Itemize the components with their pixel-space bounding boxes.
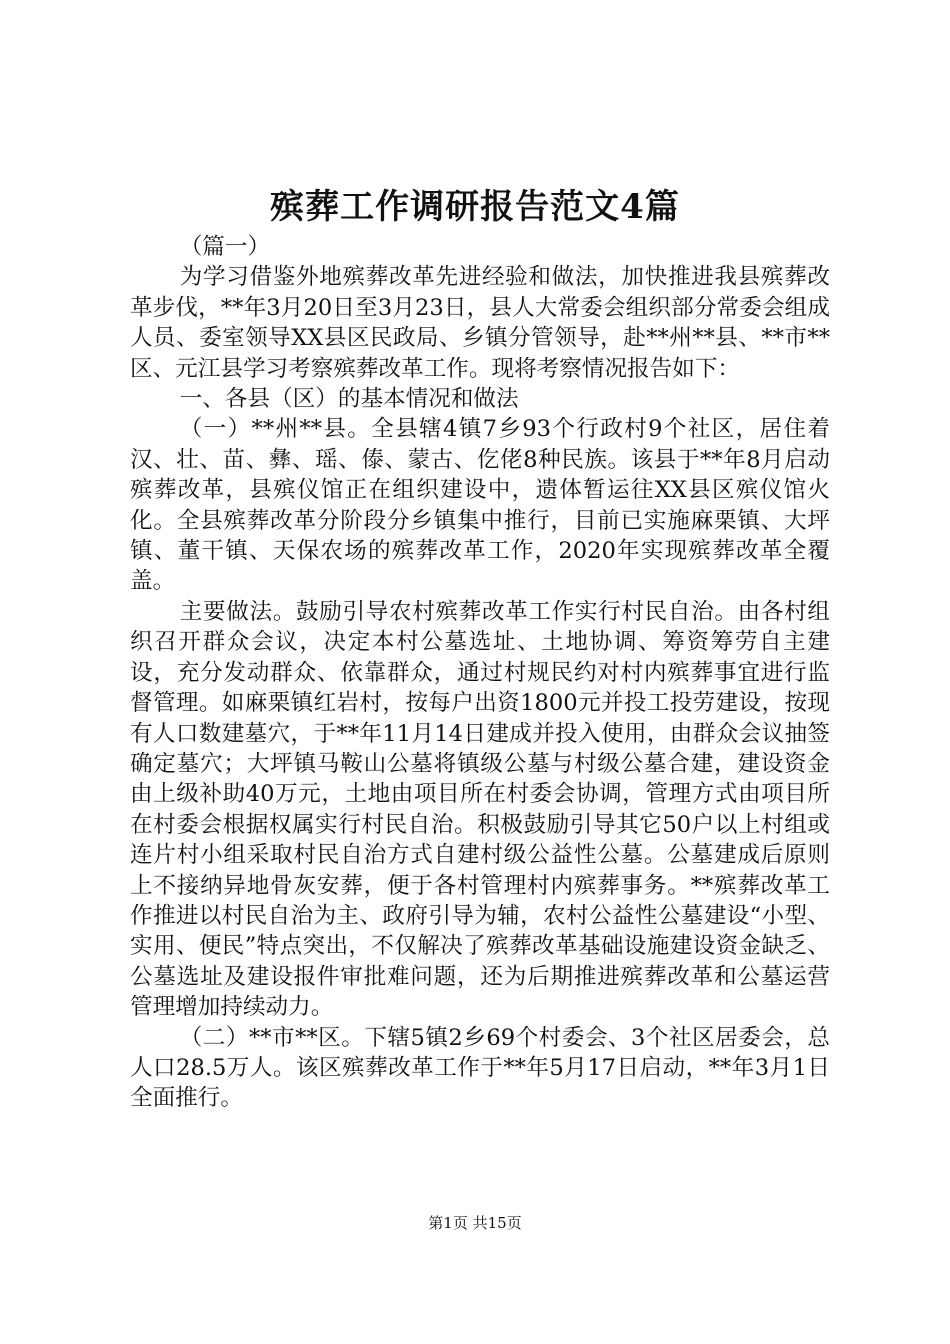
document-body <box>130 232 830 1114</box>
section-label: （篇一） <box>179 234 271 260</box>
section-heading: 一、各县（区）的基本情况和做法 <box>179 386 519 413</box>
county-paragraph: （一）**州**县。全县辖4镇7乡93个行政村9个社区，居住着汉、壮、苗、彝、瑶、傣、蒙古、仡佬8种民族。该县于**年8月启动殡葬改革，县殡仪馆正在组织建设中，遗体暂运往XX县区殡仪馆火化。全县殡葬改革分阶段分乡镇集中推行，目前已实施麻栗镇、大坪镇、董干镇、天保农场的殡葬改革工作，2020年实现殡葬改革全覆盖。 <box>130 416 830 595</box>
practice-paragraph: 主要做法。鼓励引导农村殡葬改革工作实行村民自治。由各村组织召开群众会议，决定本村公墓选址、土地协调、筹资筹劳自主建设，充分发动群众、依靠群众，通过村规民约对村内殡葬事宜进行监督管理。如麻栗镇红岩村，按每户出资1800元并投工投劳建设，按现有人口数建墓穴，于**年11月14日建成并投入使用，由群众会议抽签确定墓穴；大坪镇马鞍山公墓将镇级公墓与村级公墓合建，建设资金由上级补助40万元，土地由项目所在村委会协调，管理方式由项目所在村委会根据权属实行村民自治。积极鼓励引导其它50户以上村组或连片村小组采取村民自治方式自建村级公益性公墓。公墓建成后原则上不接纳异地骨灰安葬，便于各村管理村内殡葬事务。**殡葬改革工作推进以村民自治为主、政府引导为辅，农村公益性公墓建设“小型、实用、便民”特点突出，不仅解决了殡葬改革基础设施建设资金缺乏、公墓选址及建设报件审批难问题，还为后期推进殡葬改革和公墓运营管理增加持续动力。 <box>130 598 830 1021</box>
document-title: 殡葬工作调研报告范文4篇 <box>270 187 680 227</box>
district-paragraph: （二）**市**区。下辖5镇2乡69个村委会、3个社区居委会，总人口28.5万人。该区殡葬改革工作于**年5月17日启动，**年3月1日全面推行。 <box>130 1024 830 1112</box>
intro-paragraph: 为学习借鉴外地殡葬改革先进经验和做法，加快推进我县殡葬改革步伐，**年3月20日至3月23日，县人大常委会组织部分常委会组成人员、委室领导XX县区民政局、乡镇分管领导，赴**州**县、**市**区、元江县学习考察殡葬改革工作。现将考察情况报告如下： <box>130 264 830 382</box>
page-footer: 第1页 共15页 <box>428 1214 522 1232</box>
